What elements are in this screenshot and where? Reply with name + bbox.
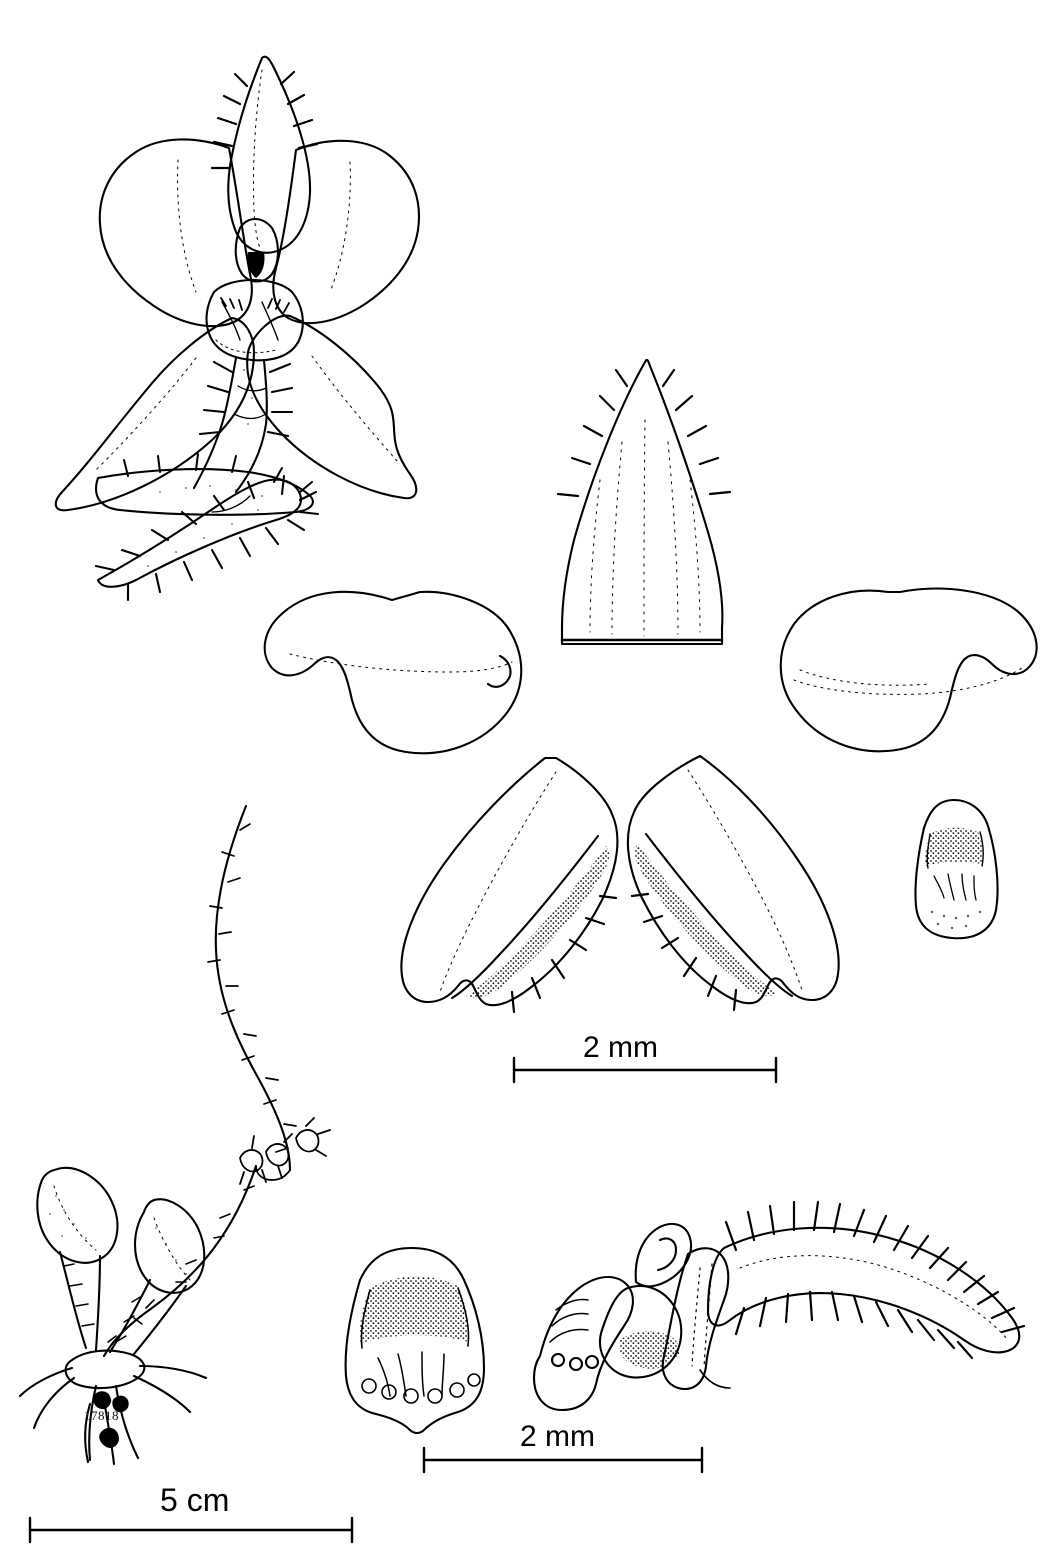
- figure-lateral-sepal-right: [628, 756, 839, 1010]
- figure-flower-front-view: [56, 57, 419, 600]
- scale-label-2mm-top: 2 mm: [583, 1031, 658, 1064]
- figure-lip-enlarged: [346, 1248, 484, 1433]
- scale-bar-5cm: [30, 1518, 352, 1542]
- scale-label-5cm: 5 cm: [160, 1482, 230, 1518]
- figure-column-lateral: [534, 1202, 1024, 1410]
- figure-lateral-sepal-left: [401, 758, 617, 1012]
- figure-dorsal-sepal: [558, 360, 730, 644]
- figure-petal-left: [265, 592, 522, 753]
- collector-number-annotation: 17818: [84, 1408, 119, 1423]
- figure-whole-plant: [20, 806, 330, 1464]
- figure-petal-right: [781, 589, 1037, 752]
- scale-label-2mm-bottom: 2 mm: [520, 1420, 595, 1453]
- figure-lip-small: [915, 800, 997, 938]
